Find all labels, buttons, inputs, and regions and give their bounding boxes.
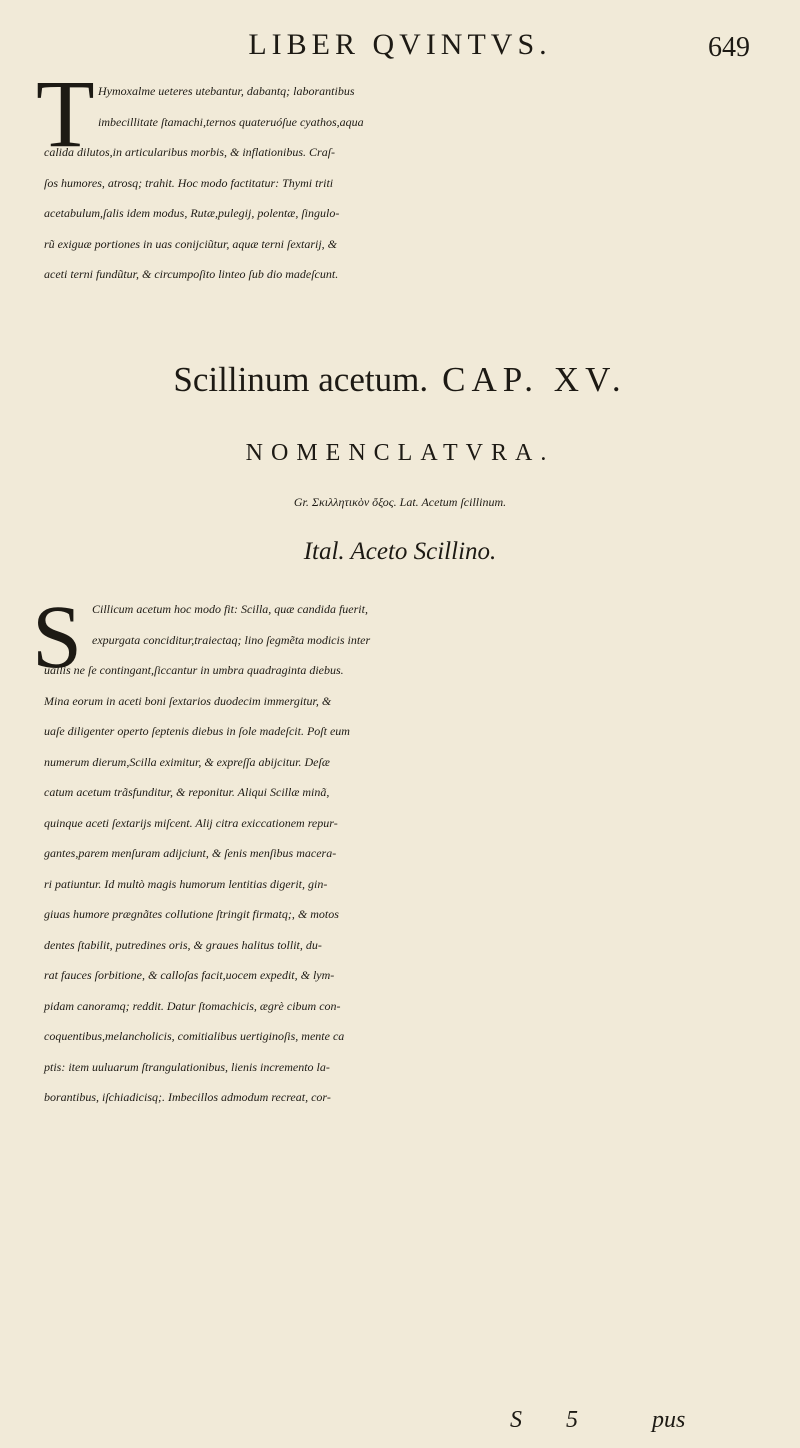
paragraph-2-line: numerum dierum,Scilla eximitur, & expreſſa abijcitur. Deſæ xyxy=(44,754,330,769)
paragraph-2-line: quinque aceti ſextarijs miſcent. Alij citra exiccationem repur- xyxy=(44,815,338,830)
paragraph-2-line: uallis ne ſe contingant,ſiccantur in umbra quadraginta diebus. xyxy=(44,663,344,677)
signature-number: 5 xyxy=(566,1407,578,1433)
chapter-heading xyxy=(0,360,800,400)
paragraph-1-line: Hymoxalme ueteres utebantur, dabantq; laborantibus xyxy=(98,84,355,98)
drop-cap-s: S xyxy=(32,588,83,687)
paragraph-1-line: acetabulum,ſalis idem modus, Rutæ,pulegij, polentæ, ſingulo- xyxy=(44,206,340,220)
paragraph-2-line: catum acetum trãsfunditur, & reponitur. Aliqui Scillæ minã, xyxy=(44,785,330,799)
running-title: LIBER QVINTVS. xyxy=(248,28,552,61)
nomenclature-italian: Ital. Aceto Scillino. xyxy=(303,538,497,565)
paragraph-2-line: uaſe diligenter operto ſeptenis diebus in ſole madeſcit. Poſt eum xyxy=(44,724,350,738)
paragraph-1-line: calida dilutos,in articularibus morbis, & inflationibus. Craſ- xyxy=(44,145,336,159)
nomenclature-heading: NOMENCLATVRA. xyxy=(245,440,555,466)
paragraph-2-line: ri patiuntur. Id multò magis humorum lentitias digerit, gin- xyxy=(44,876,328,891)
catchword: pus xyxy=(652,1407,686,1433)
paragraph-1 xyxy=(0,76,800,290)
paragraph-2-line: ptis: item uuluarum ſtrangulationibus, lienis incremento la- xyxy=(44,1059,330,1074)
chapter-title: Scillinum acetum. xyxy=(173,360,429,399)
paragraph-1-line: imbecillitate ſtamachi,ternos quateruóſue cyathos,aqua xyxy=(98,114,364,129)
paragraph-2-line: giuas humore prægnãtes collutione ſtringit firmatq;, & motos xyxy=(44,907,339,921)
paragraph-1-line: aceti terni fundũtur, & circumpoſito linteo ſub dio madeſcunt. xyxy=(44,267,339,281)
paragraph-1-line: rũ exiguæ portiones in uas conijciũtur, aquæ terni ſextarij, & xyxy=(44,236,337,251)
paragraph-2-line: rat fauces ſorbitione, & calloſas facit,uocem expedit, & lym- xyxy=(44,968,335,982)
paragraph-2-line: borantibus, iſchiadicisq;. Imbecillos admodum recreat, cor- xyxy=(44,1090,331,1104)
paragraph-2-line: coquentibus,melancholicis, comitialibus uertiginoſis, mente ca xyxy=(44,1029,345,1043)
running-head xyxy=(0,28,800,68)
paragraph-2-line: Mina eorum in aceti boni ſextarios duodecim immergitur, & xyxy=(44,693,332,708)
paragraph-1-line: ſos humores, atrosq; trahit. Hoc modo factitatur: Thymi triti xyxy=(44,175,334,190)
paragraph-2-line: expurgata conciditur,traiectaq; lino ſegmẽta modicis inter xyxy=(92,632,371,647)
chapter-number: CAP. XV. xyxy=(442,360,627,399)
page-number: 649 xyxy=(708,32,750,63)
paragraph-2-line: Cillicum acetum hoc modo fit: Scilla, quæ candida fuerit, xyxy=(92,602,368,616)
drop-cap-t: T xyxy=(36,60,95,167)
paragraph-2-line: dentes ſtabilit, putredines oris, & graues halitus tollit, du- xyxy=(44,937,322,952)
paragraph-2-line: pidam canoramq; reddit. Datur ſtomachicis, ægrè cibum con- xyxy=(44,998,341,1013)
nomenclature-greek-latin: Gr. Σκιλλητικὸν ὄξος. Lat. Acetum ſcillinum. xyxy=(293,495,507,509)
signature-letter: S xyxy=(510,1407,522,1433)
paragraph-2-line: gantes,parem menſuram adijciunt, & ſenis menſibus macera- xyxy=(44,846,337,860)
paragraph-2 xyxy=(0,588,800,1113)
